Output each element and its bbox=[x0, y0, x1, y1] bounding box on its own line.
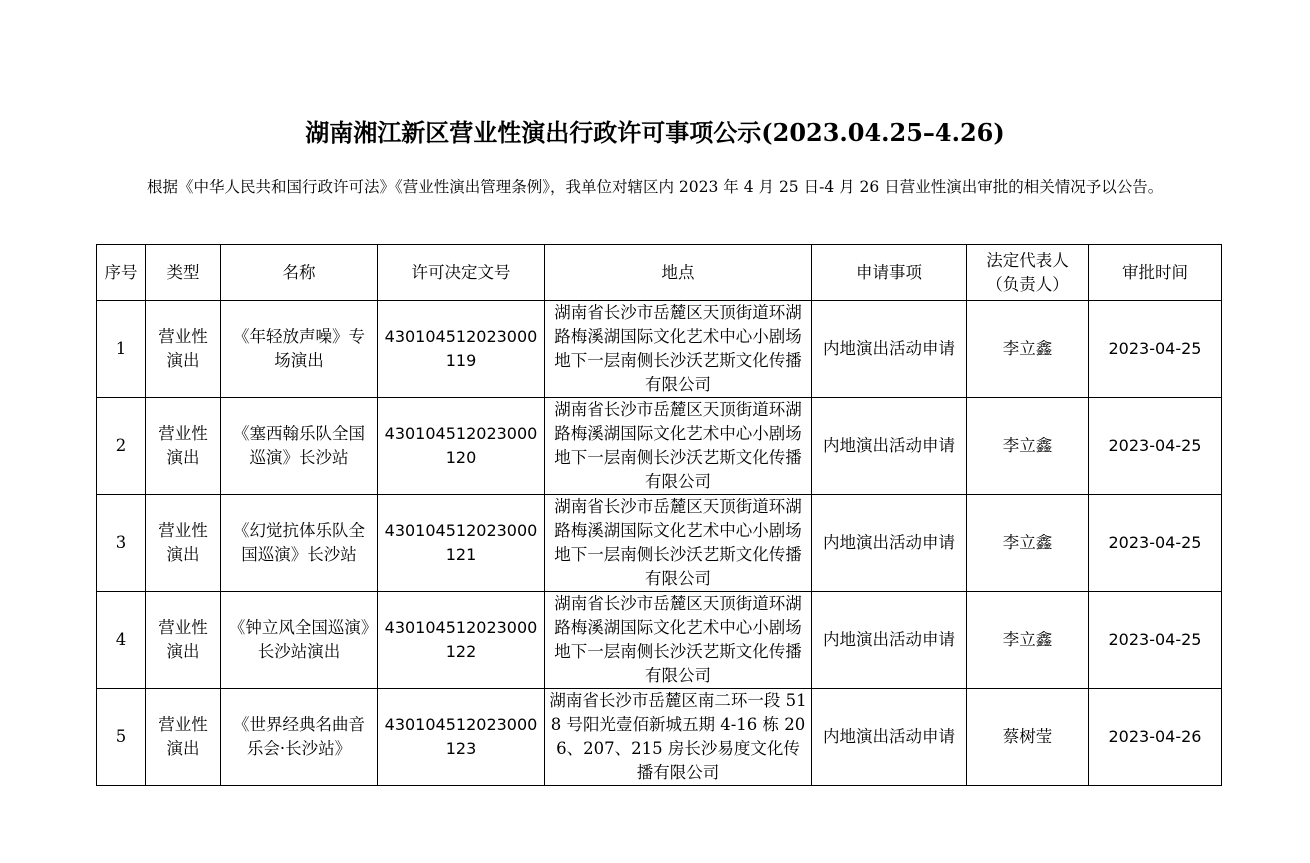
cell-seq: 3 bbox=[97, 495, 146, 592]
permits-table bbox=[96, 244, 1222, 786]
cell-name: 《年轻放声噪》专场演出 bbox=[221, 301, 378, 398]
cell-type: 营业性演出 bbox=[146, 592, 221, 689]
table-row bbox=[97, 301, 1222, 398]
cell-location: 湖南省长沙市岳麓区天顶街道环湖路梅溪湖国际文化艺术中心小剧场地下一层南侧长沙沃艺斯文化传播有限公司 bbox=[545, 398, 812, 495]
cell-approval-date: 2023-04-25 bbox=[1089, 301, 1222, 398]
cell-legal-rep: 李立鑫 bbox=[967, 301, 1089, 398]
cell-seq: 5 bbox=[97, 689, 146, 786]
cell-approval-date: 2023-04-25 bbox=[1089, 592, 1222, 689]
header-type: 类型 bbox=[146, 245, 221, 301]
cell-legal-rep: 李立鑫 bbox=[967, 592, 1089, 689]
cell-decision-no: 430104512023000121 bbox=[378, 495, 545, 592]
header-name: 名称 bbox=[221, 245, 378, 301]
cell-approval-date: 2023-04-25 bbox=[1089, 495, 1222, 592]
document-title: 湖南湘江新区营业性演出行政许可事项公示(2023.04.25–4.26) bbox=[305, 118, 1005, 147]
cell-location: 湖南省长沙市岳麓区天顶街道环湖路梅溪湖国际文化艺术中心小剧场地下一层南侧长沙沃艺斯文化传播有限公司 bbox=[545, 301, 812, 398]
cell-legal-rep: 蔡树莹 bbox=[967, 689, 1089, 786]
header-seq: 序号 bbox=[97, 245, 146, 301]
cell-location: 湖南省长沙市岳麓区南二环一段 518 号阳光壹佰新城五期 4-16 栋 206、207、215 房长沙易度文化传播有限公司 bbox=[545, 689, 812, 786]
cell-type: 营业性演出 bbox=[146, 301, 221, 398]
table-header-row bbox=[97, 245, 1222, 301]
cell-approval-date: 2023-04-26 bbox=[1089, 689, 1222, 786]
cell-item: 内地演出活动申请 bbox=[812, 495, 967, 592]
cell-approval-date: 2023-04-25 bbox=[1089, 398, 1222, 495]
header-location: 地点 bbox=[545, 245, 812, 301]
cell-name: 《塞西翰乐队全国巡演》长沙站 bbox=[221, 398, 378, 495]
cell-seq: 1 bbox=[97, 301, 146, 398]
cell-item: 内地演出活动申请 bbox=[812, 689, 967, 786]
cell-location: 湖南省长沙市岳麓区天顶街道环湖路梅溪湖国际文化艺术中心小剧场地下一层南侧长沙沃艺斯文化传播有限公司 bbox=[545, 592, 812, 689]
header-decision-no: 许可决定文号 bbox=[378, 245, 545, 301]
cell-decision-no: 430104512023000120 bbox=[378, 398, 545, 495]
cell-seq: 2 bbox=[97, 398, 146, 495]
header-legal-rep: 法定代表人（负责人） bbox=[967, 245, 1089, 301]
cell-decision-no: 430104512023000122 bbox=[378, 592, 545, 689]
cell-type: 营业性演出 bbox=[146, 495, 221, 592]
cell-item: 内地演出活动申请 bbox=[812, 301, 967, 398]
cell-item: 内地演出活动申请 bbox=[812, 398, 967, 495]
table-row bbox=[97, 495, 1222, 592]
cell-type: 营业性演出 bbox=[146, 689, 221, 786]
table-row bbox=[97, 592, 1222, 689]
cell-name: 《幻觉抗体乐队全国巡演》长沙站 bbox=[221, 495, 378, 592]
table-row bbox=[97, 398, 1222, 495]
cell-decision-no: 430104512023000119 bbox=[378, 301, 545, 398]
cell-name: 《世界经典名曲音乐会·长沙站》 bbox=[221, 689, 378, 786]
intro-paragraph: 根据《中华人民共和国行政许可法》《营业性演出管理条例》，我单位对辖区内 2023 年 4 月 25 日-4 月 26 日营业性演出审批的相关情况予以公告。 bbox=[147, 178, 1164, 196]
cell-name: 《钟立风全国巡演》长沙站演出 bbox=[221, 592, 378, 689]
cell-type: 营业性演出 bbox=[146, 398, 221, 495]
cell-seq: 4 bbox=[97, 592, 146, 689]
cell-legal-rep: 李立鑫 bbox=[967, 495, 1089, 592]
cell-decision-no: 430104512023000123 bbox=[378, 689, 545, 786]
cell-location: 湖南省长沙市岳麓区天顶街道环湖路梅溪湖国际文化艺术中心小剧场地下一层南侧长沙沃艺斯文化传播有限公司 bbox=[545, 495, 812, 592]
header-item: 申请事项 bbox=[812, 245, 967, 301]
table-row bbox=[97, 689, 1222, 786]
header-approval-date: 审批时间 bbox=[1089, 245, 1222, 301]
cell-legal-rep: 李立鑫 bbox=[967, 398, 1089, 495]
cell-item: 内地演出活动申请 bbox=[812, 592, 967, 689]
